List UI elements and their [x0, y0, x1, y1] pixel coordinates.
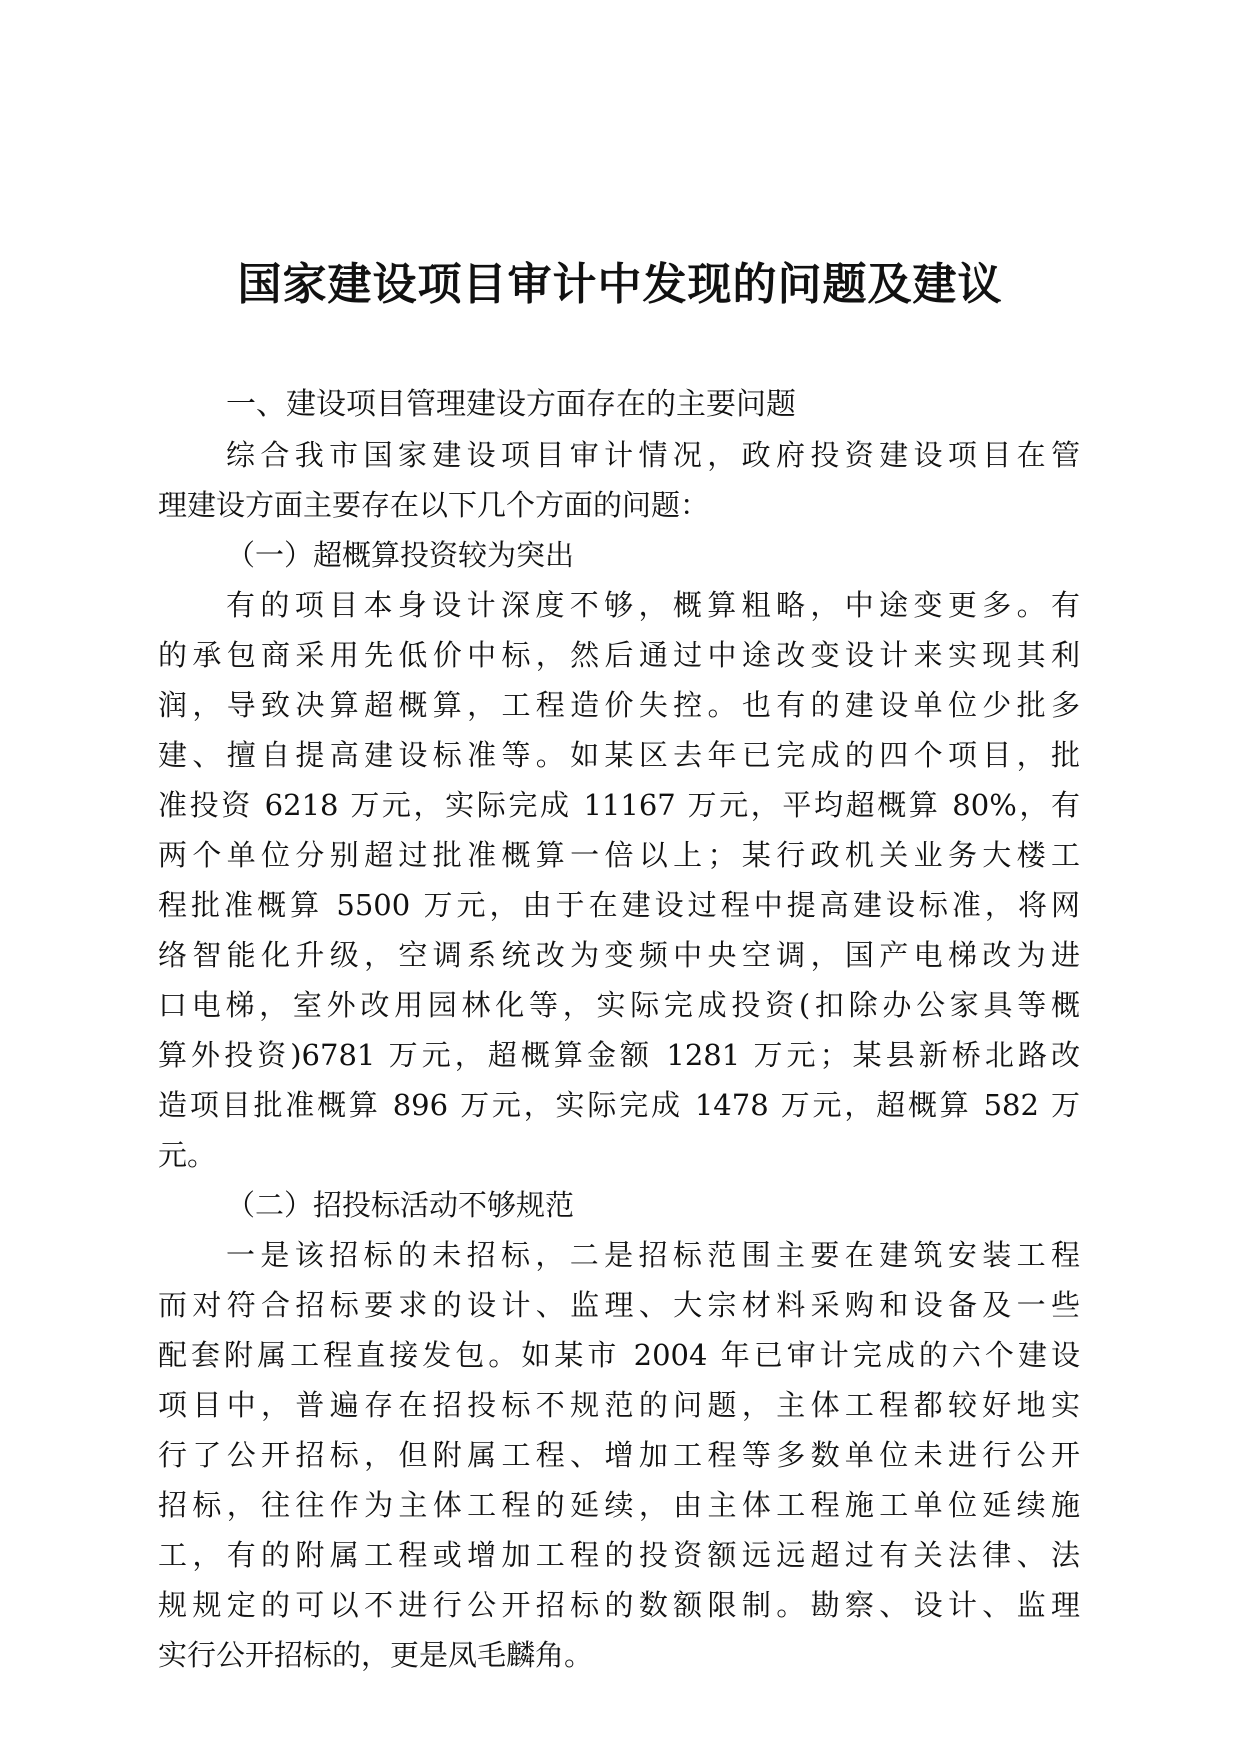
paragraph-line: 项目中，普遍存在招投标不规范的问题，主体工程都较好地实 — [158, 1388, 1080, 1422]
paragraph-line: 络智能化升级，空调系统改为变频中央空调，国产电梯改为进 — [158, 938, 1080, 972]
paragraph-line: 的承包商采用先低价中标，然后通过中途改变设计来实现其利 — [158, 638, 1080, 672]
paragraph-line: 而对符合招标要求的设计、监理、大宗材料采购和设备及一些 — [158, 1288, 1080, 1322]
paragraph-line: 建、擅自提高建设标准等。如某区去年已完成的四个项目，批 — [158, 738, 1080, 772]
paragraph-line: 造项目批准概算 896 万元，实际完成 1478 万元，超概算 582 万 — [158, 1088, 1080, 1122]
subsection-heading: （一）超概算投资较为突出 — [226, 538, 575, 572]
paragraph-line: 有的项目本身设计深度不够，概算粗略，中途变更多。有 — [226, 588, 1080, 622]
paragraph-line: 元。 — [158, 1138, 217, 1172]
paragraph-line: 两个单位分别超过批准概算一倍以上；某行政机关业务大楼工 — [158, 838, 1080, 872]
paragraph-line: 工，有的附属工程或增加工程的投资额远远超过有关法律、法 — [158, 1538, 1080, 1572]
paragraph-line: 准投资 6218 万元，实际完成 11167 万元，平均超概算 80%，有 — [158, 788, 1080, 822]
paragraph-line: 理建设方面主要存在以下几个方面的问题： — [158, 488, 710, 522]
paragraph-line: 规规定的可以不进行公开招标的数额限制。勘察、设计、监理 — [158, 1588, 1080, 1622]
paragraph-line: 一是该招标的未招标，二是招标范围主要在建筑安装工程 — [226, 1238, 1080, 1272]
paragraph-line: 程批准概算 5500 万元，由于在建设过程中提高建设标准，将网 — [158, 888, 1080, 922]
paragraph-line: 实行公开招标的，更是凤毛麟角。 — [158, 1638, 594, 1672]
paragraph-line: 配套附属工程直接发包。如某市 2004 年已审计完成的六个建设 — [158, 1338, 1080, 1372]
subsection1-paragraph — [158, 580, 1080, 1180]
paragraph-line: 综合我市国家建设项目审计情况，政府投资建设项目在管 — [226, 438, 1080, 472]
subsection-heading: （二）招投标活动不够规范 — [226, 1188, 575, 1222]
subsection2-paragraph — [158, 1230, 1080, 1680]
intro-paragraph — [158, 430, 1080, 530]
paragraph-line: 招标，往往作为主体工程的延续，由主体工程施工单位延续施 — [158, 1488, 1080, 1522]
paragraph-line: 口电梯，室外改用园林化等，实际完成投资(扣除办公家具等概 — [158, 988, 1080, 1022]
document-body — [158, 380, 1080, 1680]
paragraph-line: 润，导致决算超概算，工程造价失控。也有的建设单位少批多 — [158, 688, 1080, 722]
section-heading: 一、建设项目管理建设方面存在的主要问题 — [226, 387, 796, 422]
paragraph-line: 算外投资)6781 万元，超概算金额 1281 万元；某县新桥北路改 — [158, 1038, 1080, 1072]
paragraph-line: 行了公开招标，但附属工程、增加工程等多数单位未进行公开 — [158, 1438, 1080, 1472]
document-title: 国家建设项目审计中发现的问题及建议 — [237, 259, 1003, 310]
